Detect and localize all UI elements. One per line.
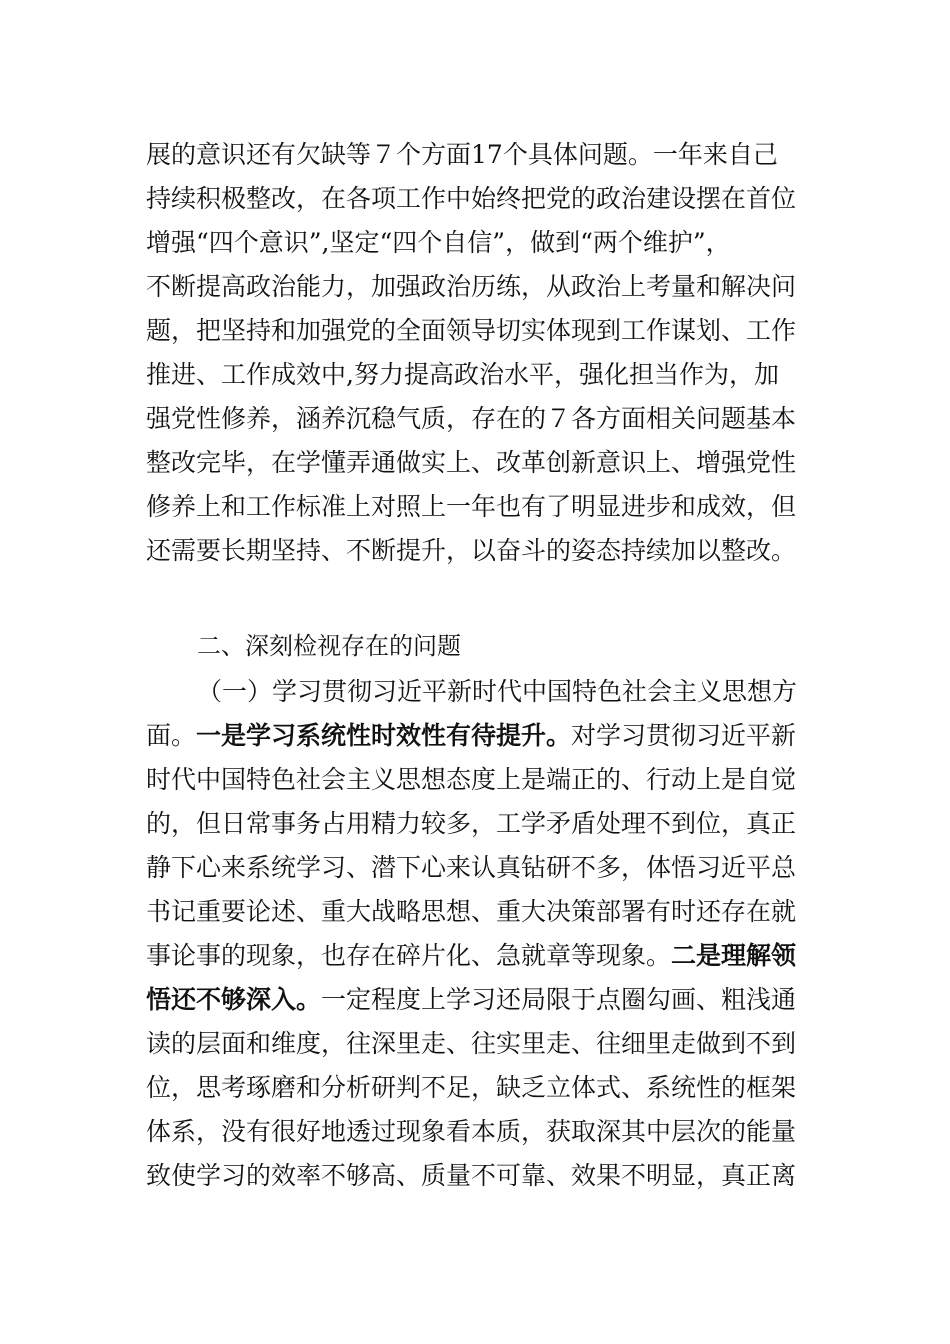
paragraph-line (146, 934, 806, 978)
paragraph-line: 书记重要论述、重大战略思想、重大决策部署有时还存在就 (146, 897, 797, 926)
paragraph-line: 的，但日常事务占用精力较多，工学矛盾处理不到位，真正 (146, 809, 797, 838)
paragraph-line: 还需要长期坚持、不断提升，以奋斗的姿态持续加以整改。 (146, 536, 797, 565)
paragraph-line: 增强“四个意识”,坚定“四个自信”，做到“两个维护”， (146, 228, 731, 257)
paragraph-line: 体系，没有很好地透过现象看本质，获取深其中层次的能量 (146, 1117, 797, 1146)
paragraph-line: 强党性修养，涵养沉稳气质，存在的７各方面相关问题基本 (146, 404, 797, 433)
paragraph-line (146, 714, 806, 758)
paragraph-line: 位，思考琢磨和分析研判不足，缺乏立体式、系统性的框架 (146, 1073, 797, 1102)
paragraph-line: 推进、工作成效中,努力提高政治水平，强化担当作为，加 (146, 360, 779, 389)
paragraph-line: 静下心来系统学习、潜下心来认真钻研不多，体悟习近平总 (146, 853, 797, 882)
paragraph-line (146, 978, 806, 1022)
paragraph-line: 展的意识还有欠缺等７个方面17个具体问题。一年来自己 (146, 140, 778, 169)
line-text: 一定程度上学习还局限于点圈勾画、粗浅通 (321, 985, 797, 1014)
paragraph-line: 读的层面和维度，往深里走、往实里走、往细里走做到不到 (146, 1029, 797, 1058)
paragraph-line: 题，把坚持和加强党的全面领导切实体现到工作谋划、工作 (146, 316, 797, 345)
bold-point-heading: 一是学习系统性时效性有待提升。 (196, 721, 572, 750)
paragraph-line: （一）学习贯彻习近平新时代中国特色社会主义思想方 (197, 677, 798, 706)
line-text: 对学习贯彻习近平新 (571, 721, 797, 750)
paragraph-line: 致使学习的效率不够高、质量不可靠、效果不明显，真正离 (146, 1161, 797, 1190)
paragraph-line: 时代中国特色社会主义思想态度上是端正的、行动上是自觉 (146, 765, 797, 794)
line-text: 事论事的现象，也存在碎片化、急就章等现象。 (146, 941, 672, 970)
paragraph-line: 持续积极整改，在各项工作中始终把党的政治建设摆在首位 (146, 184, 797, 213)
line-text: 面。 (146, 721, 197, 750)
section-heading: 二、深刻检视存在的问题 (197, 632, 461, 660)
bold-point-heading: 二是理解领 (671, 941, 797, 970)
paragraph-line: 修养上和工作标准上对照上一年也有了明显进步和成效，但 (146, 492, 797, 521)
bold-point-heading: 悟还不够深入。 (146, 985, 322, 1014)
paragraph-line: 不断提高政治能力，加强政治历练，从政治上考量和解决问 (146, 272, 797, 301)
paragraph-line: 整改完毕，在学懂弄通做实上、改革创新意识上、增强党性 (146, 448, 797, 477)
